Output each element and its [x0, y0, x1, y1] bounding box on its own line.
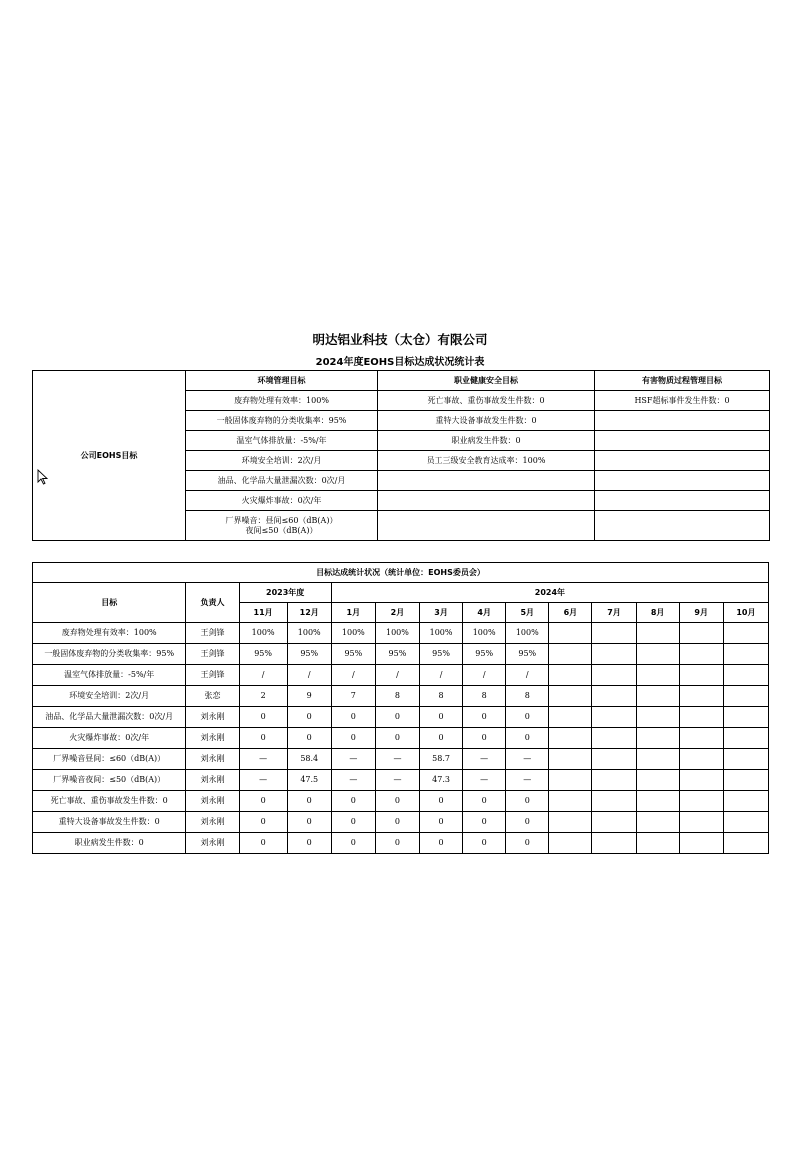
env-target-item: 环境安全培训：2次/月 [186, 451, 378, 471]
month-value-cell: — [239, 749, 287, 770]
env-target-item: 火灾爆炸事故：0次/年 [186, 491, 378, 511]
month-value-cell [549, 833, 592, 854]
month-value-cell: / [463, 665, 506, 686]
row-owner: 王剑锋 [186, 623, 239, 644]
row-target: 职业病发生件数：0 [33, 833, 186, 854]
month-value-cell: 0 [287, 812, 331, 833]
month-value-cell: 47.3 [420, 770, 463, 791]
month-value-cell [636, 707, 679, 728]
month-value-cell: 0 [239, 707, 287, 728]
row-target: 火灾爆炸事故：0次/年 [33, 728, 186, 749]
empty-cell [378, 491, 595, 511]
month-value-cell: 0 [506, 707, 549, 728]
month-value-cell: 0 [463, 728, 506, 749]
month-value-cell [723, 791, 768, 812]
month-value-cell: 100% [463, 623, 506, 644]
month-value-cell: 95% [420, 644, 463, 665]
hsf-target-header: 有害物质过程管理目标 [595, 371, 770, 391]
month-value-cell [679, 833, 723, 854]
month-value-cell [723, 833, 768, 854]
month-header: 12月 [287, 603, 331, 623]
table-row [33, 728, 769, 749]
month-header: 9月 [679, 603, 723, 623]
row-target: 温室气体排放量：-5%/年 [33, 665, 186, 686]
month-value-cell: — [331, 749, 375, 770]
month-value-cell [549, 707, 592, 728]
month-value-cell: 0 [331, 812, 375, 833]
month-value-cell: 0 [420, 812, 463, 833]
month-value-cell: 0 [239, 833, 287, 854]
month-value-cell: 0 [375, 707, 419, 728]
month-value-cell [592, 644, 636, 665]
table-row [33, 770, 769, 791]
month-header: 11月 [239, 603, 287, 623]
month-value-cell: / [506, 665, 549, 686]
row-owner: 王剑锋 [186, 644, 239, 665]
month-value-cell [636, 749, 679, 770]
env-target-item: 废弃物处理有效率：100% [186, 391, 378, 411]
month-value-cell [723, 665, 768, 686]
col-target-header: 目标 [33, 583, 186, 623]
month-value-cell: 100% [506, 623, 549, 644]
month-value-cell: 9 [287, 686, 331, 707]
month-value-cell: — [506, 770, 549, 791]
row-target: 一般固体废弃物的分类收集率：95% [33, 644, 186, 665]
row-target: 厂界噪音昼间：≤60（dB(A)） [33, 749, 186, 770]
month-value-cell [549, 665, 592, 686]
month-value-cell [549, 644, 592, 665]
month-value-cell: 0 [506, 812, 549, 833]
month-value-cell: 0 [375, 728, 419, 749]
month-value-cell [549, 812, 592, 833]
month-value-cell: 0 [463, 791, 506, 812]
month-value-cell: 0 [420, 728, 463, 749]
month-value-cell [636, 644, 679, 665]
month-header: 4月 [463, 603, 506, 623]
month-value-cell: / [287, 665, 331, 686]
month-value-cell: — [463, 770, 506, 791]
month-value-cell [636, 623, 679, 644]
month-value-cell [592, 665, 636, 686]
month-value-cell: 100% [331, 623, 375, 644]
month-value-cell: 0 [463, 833, 506, 854]
row-target: 厂界噪音夜间：≤50（dB(A)） [33, 770, 186, 791]
mouse-cursor-icon [37, 469, 49, 485]
table-row [33, 644, 769, 665]
month-header: 6月 [549, 603, 592, 623]
env-target-noise [186, 511, 378, 541]
month-header: 2月 [375, 603, 419, 623]
month-value-cell: 95% [331, 644, 375, 665]
month-value-cell [679, 770, 723, 791]
month-header: 8月 [636, 603, 679, 623]
month-header: 7月 [592, 603, 636, 623]
month-value-cell: 0 [420, 707, 463, 728]
month-value-cell: 95% [506, 644, 549, 665]
table-row [33, 665, 769, 686]
month-value-cell: / [331, 665, 375, 686]
hsf-target-item: HSF超标事件发生件数：0 [595, 391, 770, 411]
row-owner: 刘永刚 [186, 770, 239, 791]
row-target: 环境安全培训：2次/月 [33, 686, 186, 707]
month-value-cell: 95% [463, 644, 506, 665]
month-value-cell: 0 [331, 833, 375, 854]
month-value-cell [723, 686, 768, 707]
noise-night-text: 夜间≤50（dB(A)） [245, 525, 318, 535]
month-value-cell: 0 [287, 833, 331, 854]
month-value-cell [549, 791, 592, 812]
month-value-cell [723, 707, 768, 728]
table-row [33, 812, 769, 833]
month-value-cell [592, 791, 636, 812]
month-value-cell [723, 623, 768, 644]
empty-cell [595, 511, 770, 541]
month-value-cell: / [375, 665, 419, 686]
month-value-cell [592, 833, 636, 854]
month-value-cell: 0 [239, 791, 287, 812]
table-row [33, 707, 769, 728]
month-value-cell: 8 [420, 686, 463, 707]
month-value-cell [723, 749, 768, 770]
env-target-item: 油品、化学品大量泄漏次数：0次/月 [186, 471, 378, 491]
month-value-cell: 0 [463, 812, 506, 833]
month-value-cell [592, 749, 636, 770]
month-value-cell: 0 [506, 728, 549, 749]
month-value-cell: 58.4 [287, 749, 331, 770]
month-value-cell [679, 791, 723, 812]
month-value-cell [679, 707, 723, 728]
month-header: 5月 [506, 603, 549, 623]
month-value-cell [549, 686, 592, 707]
row-target: 废弃物处理有效率：100% [33, 623, 186, 644]
row-owner: 王剑锋 [186, 665, 239, 686]
month-header: 1月 [331, 603, 375, 623]
month-value-cell: / [239, 665, 287, 686]
month-value-cell [592, 686, 636, 707]
month-value-cell [679, 749, 723, 770]
month-value-cell: / [420, 665, 463, 686]
month-value-cell [592, 728, 636, 749]
month-value-cell: 0 [375, 791, 419, 812]
month-value-cell: 0 [463, 707, 506, 728]
month-value-cell [549, 728, 592, 749]
month-value-cell: 0 [287, 707, 331, 728]
month-value-cell: 0 [506, 833, 549, 854]
env-target-item: 温室气体排放量：-5%/年 [186, 431, 378, 451]
month-value-cell [592, 707, 636, 728]
table-row [33, 833, 769, 854]
row-owner: 张恋 [186, 686, 239, 707]
month-value-cell: 95% [375, 644, 419, 665]
ohs-target-header: 职业健康安全目标 [378, 371, 595, 391]
month-value-cell: — [239, 770, 287, 791]
month-value-cell: 0 [420, 791, 463, 812]
env-target-header: 环境管理目标 [186, 371, 378, 391]
table-row [33, 623, 769, 644]
month-value-cell [636, 686, 679, 707]
empty-cell [595, 491, 770, 511]
ohs-target-item: 员工三级安全教育达成率：100% [378, 451, 595, 471]
report-title: 2024年度EOHS目标达成状况统计表 [315, 357, 485, 368]
row-target: 死亡事故、重伤事故发生件数：0 [33, 791, 186, 812]
month-value-cell: — [375, 749, 419, 770]
month-value-cell [549, 770, 592, 791]
month-value-cell [636, 812, 679, 833]
month-value-cell: 100% [287, 623, 331, 644]
row-owner: 刘永刚 [186, 749, 239, 770]
empty-cell [595, 471, 770, 491]
row-owner: 刘永刚 [186, 791, 239, 812]
company-title: 明达铝业科技（太仓）有限公司 [312, 332, 488, 347]
month-value-cell [592, 623, 636, 644]
ohs-target-item: 死亡事故、重伤事故发生件数：0 [378, 391, 595, 411]
month-value-cell: — [463, 749, 506, 770]
month-value-cell: 0 [331, 707, 375, 728]
month-value-cell [679, 686, 723, 707]
row-owner: 刘永刚 [186, 707, 239, 728]
month-value-cell [636, 665, 679, 686]
ohs-target-item: 职业病发生件数：0 [378, 431, 595, 451]
year-2023-header: 2023年度 [239, 583, 331, 603]
month-value-cell: 8 [375, 686, 419, 707]
month-value-cell: 95% [287, 644, 331, 665]
month-value-cell: 0 [420, 833, 463, 854]
month-value-cell [679, 665, 723, 686]
row-owner: 刘永刚 [186, 728, 239, 749]
month-value-cell: — [506, 749, 549, 770]
month-value-cell: 95% [239, 644, 287, 665]
month-value-cell: 100% [375, 623, 419, 644]
month-value-cell [679, 812, 723, 833]
month-value-cell: 0 [239, 812, 287, 833]
month-value-cell [549, 749, 592, 770]
eohs-targets-table [32, 370, 770, 541]
month-value-cell [679, 728, 723, 749]
year-2024-header: 2024年 [331, 583, 768, 603]
month-value-cell: 0 [331, 728, 375, 749]
table-row [33, 791, 769, 812]
month-value-cell [723, 812, 768, 833]
month-value-cell: 47.5 [287, 770, 331, 791]
ohs-target-item: 重特大设备事故发生件数：0 [378, 411, 595, 431]
month-header: 10月 [723, 603, 768, 623]
month-value-cell: — [375, 770, 419, 791]
month-value-cell: 0 [331, 791, 375, 812]
env-target-item: 一般固体废弃物的分类收集率：95% [186, 411, 378, 431]
noise-day-text: 厂界噪音：昼间≤60（dB(A)） [225, 515, 338, 525]
month-value-cell [636, 791, 679, 812]
month-value-cell: 2 [239, 686, 287, 707]
company-eohs-target-label: 公司EOHS目标 [33, 371, 186, 541]
month-value-cell: — [331, 770, 375, 791]
month-value-cell [636, 728, 679, 749]
empty-cell [595, 451, 770, 471]
month-header: 3月 [420, 603, 463, 623]
month-value-cell [636, 833, 679, 854]
month-value-cell: 0 [506, 791, 549, 812]
table-row [33, 686, 769, 707]
col-owner-header: 负责人 [186, 583, 239, 623]
month-value-cell [723, 644, 768, 665]
month-value-cell: 0 [375, 833, 419, 854]
month-value-cell: 7 [331, 686, 375, 707]
stats-section-title: 目标达成统计状况（统计单位：EOHS委员会） [33, 563, 769, 583]
row-owner: 刘永刚 [186, 833, 239, 854]
empty-cell [378, 511, 595, 541]
month-value-cell: 8 [463, 686, 506, 707]
month-value-cell [679, 623, 723, 644]
row-target: 重特大设备事故发生件数：0 [33, 812, 186, 833]
month-value-cell [679, 644, 723, 665]
month-value-cell: 0 [287, 791, 331, 812]
month-value-cell [549, 623, 592, 644]
empty-cell [595, 431, 770, 451]
month-value-cell: 0 [239, 728, 287, 749]
month-value-cell: 100% [239, 623, 287, 644]
month-value-cell [636, 770, 679, 791]
month-value-cell [723, 770, 768, 791]
month-value-cell: 100% [420, 623, 463, 644]
month-value-cell: 0 [287, 728, 331, 749]
empty-cell [595, 411, 770, 431]
month-value-cell: 0 [375, 812, 419, 833]
table-row [33, 749, 769, 770]
empty-cell [378, 471, 595, 491]
month-value-cell [723, 728, 768, 749]
month-value-cell: 8 [506, 686, 549, 707]
month-value-cell [592, 770, 636, 791]
row-target: 油品、化学品大量泄漏次数：0次/月 [33, 707, 186, 728]
row-owner: 刘永刚 [186, 812, 239, 833]
target-stats-table [32, 562, 769, 854]
month-value-cell: 58.7 [420, 749, 463, 770]
month-value-cell [592, 812, 636, 833]
